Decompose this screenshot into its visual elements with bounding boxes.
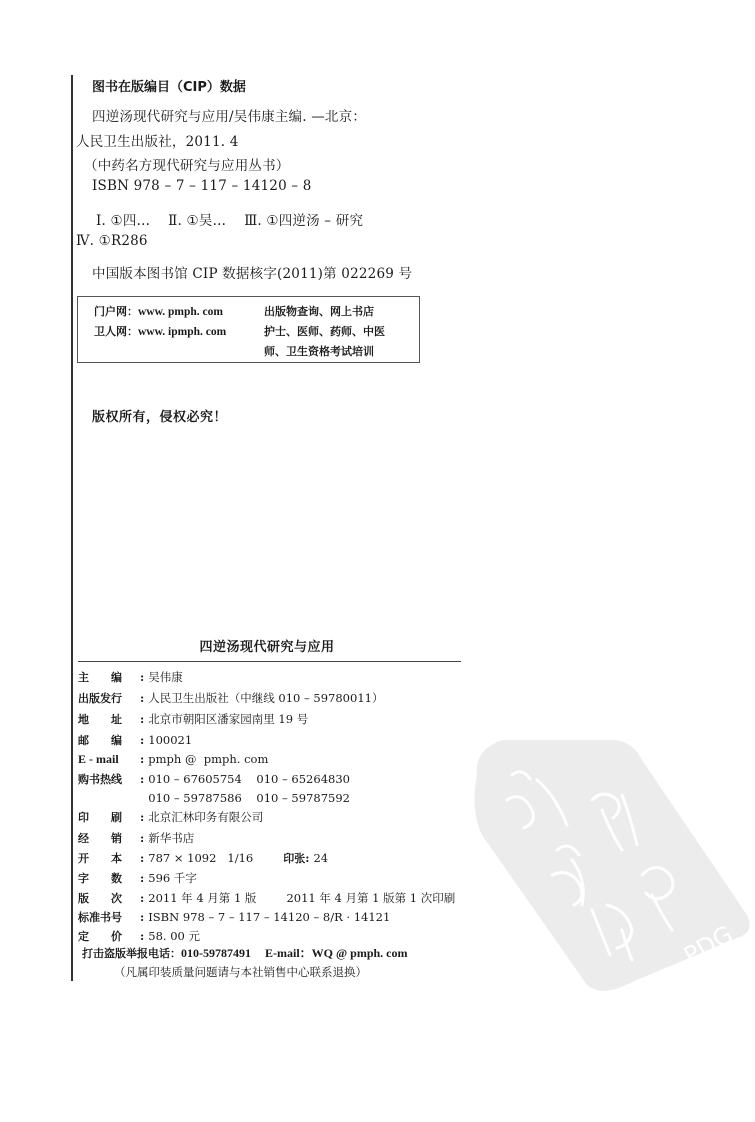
field-publisher: 出版发行 : 人民卫生出版社（中继线 010 – 59780011） [78, 691, 384, 705]
cip-heading: 图书在版编目（CIP）数据 [92, 80, 246, 95]
left-margin-rule [71, 75, 73, 981]
piracy-phone: 010-59787491 [181, 946, 251, 960]
cip-classification-2: Ⅳ. ①R286 [76, 233, 148, 249]
field-address: 地 址 : 北京市朝阳区潘家园南里 19 号 [78, 712, 309, 726]
website-url[interactable]: www. ipmph. com [138, 326, 227, 338]
field-printer: 印 刷 : 北京汇林印务有限公司 [78, 810, 264, 824]
title-rule [78, 661, 461, 662]
website-row-ipmph [94, 323, 226, 339]
website-url[interactable]: www. pmph. com [138, 306, 223, 318]
website-row-portal [94, 303, 223, 319]
field-edition: 版 次 : 2011 年 4 月第 1 版 2011 年 4 月第 1 版第 1 次印刷 [78, 891, 456, 905]
print-sheets-value: 24 [313, 851, 329, 865]
field-distributor: 经 销 : 新华书店 [78, 831, 195, 845]
field-isbn: 标准书号 : ISBN 978 – 7 – 117 – 14120 – 8/R · 14121 [78, 910, 391, 924]
cip-record-number: 中国版本图书馆 CIP 数据核字(2011)第 022269 号 [92, 266, 413, 282]
cip-line-isbn: ISBN 978 – 7 – 117 – 14120 – 8 [92, 178, 312, 194]
field-hotline-2: 010 – 59787586 010 – 59787592 [148, 791, 350, 805]
piracy-label: 打击盗版举报电话： [82, 947, 181, 960]
field-editor: 主 编 : 吴伟康 [78, 670, 183, 684]
field-postcode: 邮 编 : 100021 [78, 733, 193, 747]
website-desc-continuation: 师、卫生资格考试培训 [264, 345, 374, 358]
cip-line-title: 四逆汤现代研究与应用/吴伟康主编. —北京： [92, 109, 367, 125]
field-word-count: 字 数 : 596 千字 [78, 871, 197, 885]
field-email: E - mail : pmph @ pmph. com [78, 752, 269, 766]
website-label: 卫人网： [94, 325, 138, 338]
field-hotline: 购书热线 : 010 – 67605754 010 – 65264830 [78, 772, 350, 786]
website-desc-ipmph: 护士、医师、药师、中医 [264, 325, 385, 338]
piracy-email-label: E-mail： [265, 946, 312, 960]
website-desc-portal: 出版物查询、网上书店 [264, 305, 374, 318]
book-title: 四逆汤现代研究与应用 [199, 640, 335, 655]
websites-box [77, 296, 420, 363]
printing-info: 2011 年 4 月第 1 版第 1 次印刷 [286, 891, 456, 905]
field-price: 定 价 : 58. 00 元 [78, 929, 200, 943]
piracy-email[interactable]: WQ @ pmph. com [311, 946, 408, 960]
watermark-text: PDG [679, 920, 738, 971]
copyright-notice: 版权所有，侵权必究！ [92, 410, 228, 425]
field-format: 开 本 : 787 × 1092 1/16 印张: 24 [78, 849, 328, 867]
cip-line-series: （中药名方现代研究与应用丛书） [84, 158, 290, 174]
website-label: 门户网： [94, 305, 138, 318]
piracy-report-line [82, 944, 408, 961]
cip-line-publisher: 人民卫生出版社，2011. 4 [76, 134, 239, 150]
return-note: （凡属印装质量问题请与本社销售中心联系退换） [114, 965, 367, 979]
print-sheets-label: 印张 [283, 852, 306, 865]
cip-classification-1: Ⅰ. ①四… Ⅱ. ①吴… Ⅲ. ①四逆汤 – 研究 [96, 213, 364, 229]
pdg-seal-watermark [462, 700, 755, 1000]
